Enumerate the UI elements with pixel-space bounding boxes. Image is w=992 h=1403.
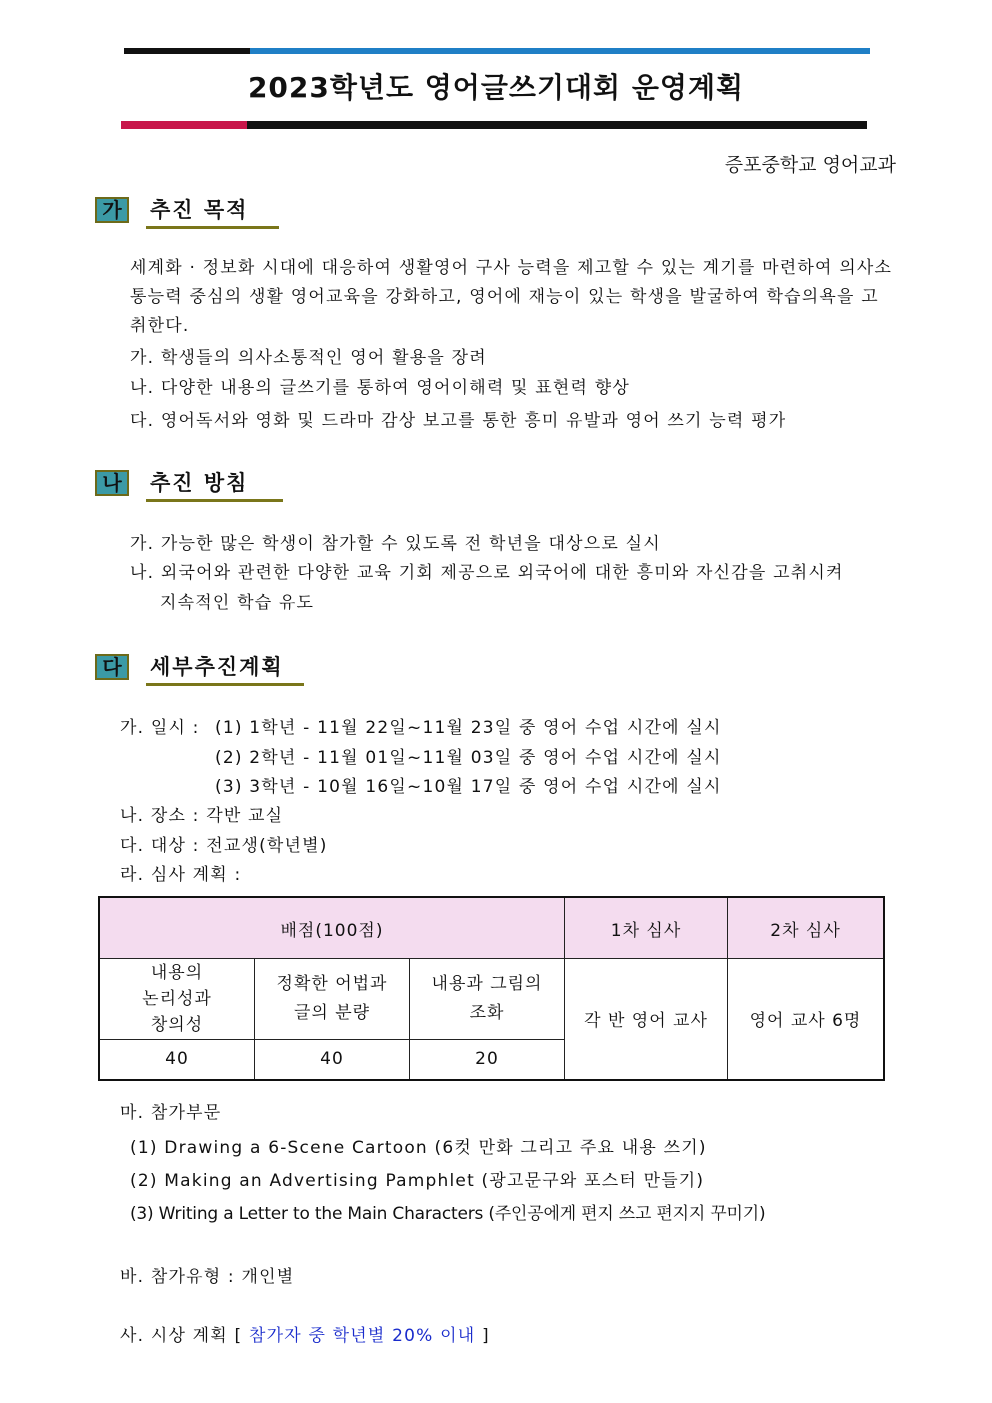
criterion-text: 내용의 [150,963,204,983]
criterion-text: 조화 [469,1003,505,1023]
criterion-text: 정확한 어법과 [276,974,388,994]
place-line: 나. 장소 : 각반 교실 [120,806,284,826]
section-marker-policy: 나 [95,470,129,496]
review-table [98,896,885,1081]
criterion-text: 창의성 [150,1015,204,1035]
organization-name: 증포중학교 영어교과 [724,154,896,176]
score-value: 40 [99,1040,255,1080]
purpose-item: 가. 학생들의 의사소통적인 영어 활용을 장려 [130,348,487,368]
score-value: 40 [255,1040,410,1080]
award-plan [120,1321,490,1346]
header-bar-bottom-red [121,121,247,129]
schedule-item: (3) 3학년 - 10월 16일~10월 17일 중 영어 수업 시간에 실시 [215,777,722,797]
purpose-intro: 세계화 · 정보화 시대에 대응하여 생활영어 구사 능력을 제고할 수 있는 계기를 마련하여 의사소통능력 중심의 생활 영어교육을 강화하고, 영어에 재능이 있는 학생을 발굴하여 학습의욕을 고취한다. [130,258,893,336]
schedule-item: (2) 2학년 - 11월 01일~11월 03일 중 영어 수업 시간에 실시 [215,748,722,768]
score-header: 배점(100점) [99,897,565,959]
criterion-text: 글의 분량 [293,1003,371,1023]
target-line: 다. 대상 : 전교생(학년별) [120,836,328,856]
section-marker-purpose: 가 [95,197,129,223]
award-label: 사. 시상 계획 [ [120,1326,243,1346]
second-reviewer: 영어 교사 6명 [728,959,885,1080]
header-bar-bottom-black [247,121,867,129]
purpose-item: 나. 다양한 내용의 글쓰기를 통하여 영어이해력 및 표현력 향상 [130,378,630,398]
section-marker-detail: 다 [95,654,129,680]
header-bar-top-blue [250,48,870,54]
purpose-item: 다. 영어독서와 영화 및 드라마 감상 보고를 통한 흥미 유발과 영어 쓰기 능력 평가 [130,411,787,431]
section-title-policy: 추진 방침 [146,467,283,502]
criterion-text: 논리성과 [142,989,212,1009]
criterion-grammar-length [255,959,410,1040]
section-title-detail: 세부추진계획 [146,651,304,686]
category-item: (1) Drawing a 6-Scene Cartoon (6컷 만화 그리고 주요 내용 쓰기) [130,1138,707,1158]
score-value: 20 [410,1040,565,1080]
participation-type: 바. 참가유형 : 개인별 [120,1267,295,1287]
schedule-label: 가. 일시 : [120,718,200,738]
second-review-header: 2차 심사 [728,897,885,959]
category-item: (2) Making an Advertising Pamphlet (광고문구와 포스터 만들기) [130,1171,705,1191]
criterion-logic-creativity [99,959,255,1040]
criterion-text: 내용과 그림의 [431,974,543,994]
criterion-content-picture [410,959,565,1040]
award-close: ] [481,1326,490,1346]
categories-label: 마. 참가부문 [120,1103,222,1123]
review-plan-label: 라. 심사 계획 : [120,865,242,885]
schedule-item: (1) 1학년 - 11월 22일~11월 23일 중 영어 수업 시간에 실시 [215,718,722,738]
header-bar-top-black [124,48,250,54]
policy-item: 가. 가능한 많은 학생이 참가할 수 있도록 전 학년을 대상으로 실시 [130,534,661,554]
policy-item-continued: 지속적인 학습 유도 [160,593,315,613]
category-item: (3) Writing a Letter to the Main Characters (주인공에게 편지 쓰고 편지지 꾸미기) [130,1204,766,1224]
policy-item: 나. 외국어와 관련한 다양한 교육 기회 제공으로 외국어에 대한 흥미와 자신감을 고취시켜 [130,563,844,583]
award-value: 참가자 중 학년별 20% 이내 [248,1326,476,1346]
page-title: 2023학년도 영어글쓰기대회 운영계획 [247,71,745,104]
section-title-purpose: 추진 목적 [146,194,279,229]
first-review-header: 1차 심사 [565,897,728,959]
first-reviewer: 각 반 영어 교사 [565,959,728,1080]
